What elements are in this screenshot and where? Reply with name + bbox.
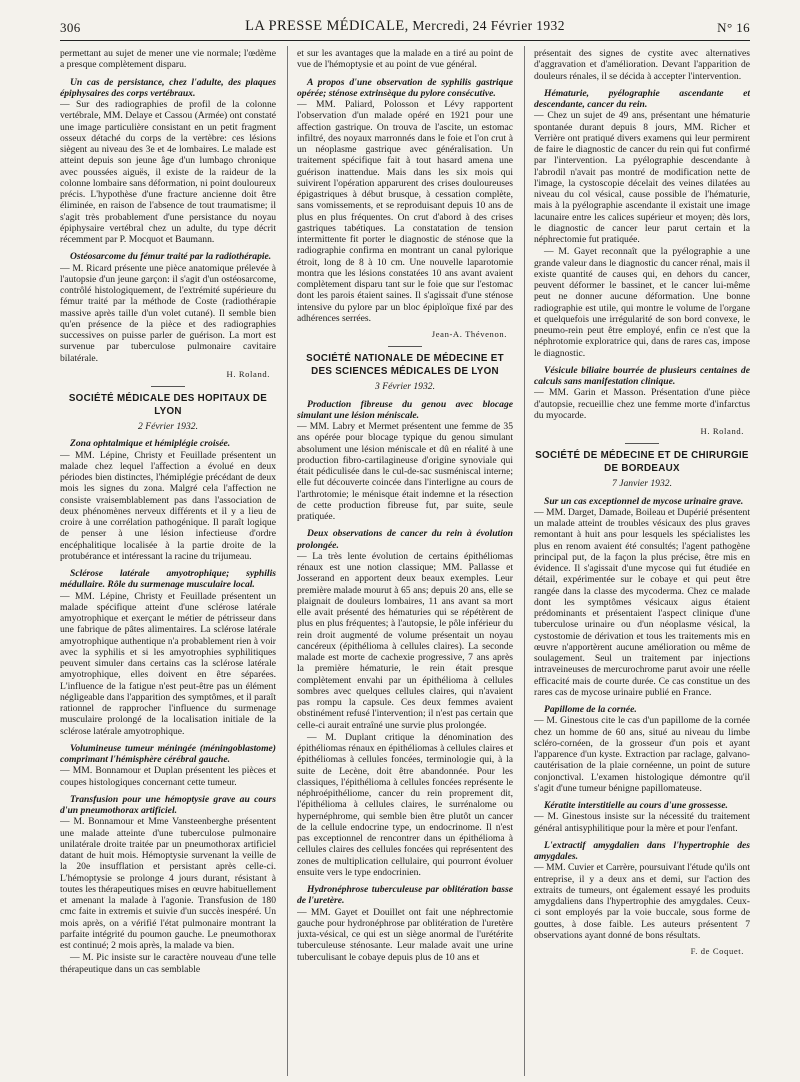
journal-name: LA PRESSE MÉDICALE, [245,18,409,34]
article-body: — M. Bonnamour et Mme Vansteenberghe présentent une malade atteinte d'une tuberculose pulmonaire unilatérale droite traitée par un pneumothorax artificiel datant de huit mois. Hémoptysie survenant la veille de la 20e insufflation et persistant après celle-ci. L'hémoptysie se prolonge 4 jours durant, résistant à toutes les thérapeutiques mises en œuvre habituellement et amenant la malade à l'agonie. Transfusion de 180 cmc faite in extremis et suivie d'un succès inespéré. Un mois après, on a vérifié l'état pulmonaire montrant la parfaite intégrité du poumon gauche. Le pneumothorax est continué; 2 mois après, la malade va bien. [60,816,276,951]
column-2 [297,48,513,1078]
article-body: — Chez un sujet de 49 ans, présentant une hématurie spontanée durant depuis 8 jours, MM. Richer et Verrière ont pratiqué divers examens qui leur permirent de faire le diagnostic de cancer du rein qui fut confirmé par l'intervention. La pyélographie descendante à l'abrodil n'avait pas montré de modification nette de l'image, la cystoscopie décelait des veines dilatées au niveau du col vésical, cause possible de l'hématurie, mais à la pyélographie ascendante il existait une image lacunaire entre les calices supérieur et moyen; dès lors, le diagnostic de cancer leur parut certain et la néphrectomie fut pratiquée. [534,110,750,245]
article-body: — MM. Cuvier et Carrère, poursuivant l'étude qu'ils ont entreprise, il y a deux ans et demi, sur l'action des extraits de tumeurs, ont également essayé les produits amygdaliens dans l'hypertrophie des amygdales. Ceux-ci sont employés par la voie buccale, sous forme de gouttes, à dose faible. Les auteurs présentent 7 observations ayant donné de bons résultats. [534,862,750,941]
paragraph: et sur les avantages que la malade en a tiré au point de vue de l'hémoptysie et au point de vue général. [297,48,513,71]
article-title: Sclérose latérale amyotrophique; syphilis médullaire. Rôle du surmenage musculaire local. [60,568,276,591]
article-title: Un cas de persistance, chez l'adulte, des plaques épiphysaires des corps vertébraux. [60,76,276,99]
page-number: 306 [60,20,81,35]
article-body: — MM. Darget, Damade, Boileau et Dupérié présentent un malade atteint de troubles vésicaux des plus graves remontant à huit ans pour lesquels les spécialistes les plus en renom avaient été consultés; l'agent pathogène principal put, de la façon la plus précise, être mis en évidence. Il s'agissait d'une mycose qui fut étudiée en détail, expérimentée sur le cobaye et qui peut être rangée dans la classe des mycoderma. Chez ce malade dont les symptômes vésicaux aigus étaient prédominants et présentaient l'aspect clinique d'une tuberculose urinaire ou d'un néoplasme vésical, la cystostomie de dérivation et tous les traitements mis en œuvre n'apportèrent aucune amélioration ou même de soulagement. Seul un traitement par injections intraveineuses de mercurochrome parut avoir une réelle efficacité mais de courte durée. Ce cas constitue un des rares cas de mycose urinaire publié en France. [534,506,750,698]
article-body: — M. Ginestous cite le cas d'un papillome de la cornée chez un homme de 60 ans, situé au niveau du limbe scléro-cornéen, de la grosseur d'un pois et ayant l'apparence d'un kyste. Extraction par raclage, galvano-cautérisation de la plaie cornéenne, un point de suture conjonctival. L'examen histologique démontre qu'il s'agit d'une tumeur bénigne papillomateuse. [534,715,750,794]
article-title: Deux observations de cancer du rein à évolution prolongée. [297,528,513,551]
issue-number: N° 16 [717,20,750,35]
article-body: — M. Gayet reconnaît que la pyélographie a une grande valeur dans le diagnostic du cancer rénal, mais il existe quantité de causes qui, en dehors du cancer, peuvent déformer le bassinet, et le cancer lui-même peut ne donner aucune déformation. Une bonne radiographie est utile, qui montre le volume de l'organe et quelquefois une irrégularité de son bord convexe, le pneumo-rein peut être employé, enfin ce n'est que la néphrotomie exploratrice qui, dans de rares cas, impose le diagnostic. [534,246,750,359]
society-date: 3 Février 1932. [375,381,435,393]
section-divider [151,386,185,387]
article-body: — Sur des radiographies de profil de la colonne vertébrale, MM. Delaye et Cassou (Armée) ont constaté une image particulière consistant en un petit fragment osseux détaché du corps de la vertèbre: ces lésions siègent au niveau des 3e et 4e lombaires. Le malade est atteint depuis son jeune âge d'un lumbago chronique avec poussées aiguës, il existe de la raideur de la colonne lombaire sans déformation, ni point douloureux précis. L'hypothèse d'une fracture ancienne doit être éliminée, en raison de l'absence de tout traumatisme; il s'agit très probablement d'une persistance du noyau épiphysaire vertébral chez un adulte, du type décrit récemment par P. Mocquot et Baumann. [60,99,276,245]
article-body: — MM. Labry et Mermet présentent une femme de 35 ans opérée pour blocage typique du genou simulant absolument une lésion méniscale et dû en réalité à une production fibro-cartilagineuse d'origine synoviale qui était pédiculisée dans le cul-de-sac susméniscal interne; elle fut découverte coincée dans l'interligne au cours de l'arthrotomie; le ménisque était indemne et la résection de cette production fibreuse fut, par suite, seule pratiquée. [297,421,513,522]
paragraph: présentait des signes de cystite avec alternatives d'aggravation et d'amélioration. Devant l'apparition de douleurs rénales, il se décida à accepter l'intervention. [534,48,750,82]
article-title: Kératite interstitielle au cours d'une grossesse. [544,800,728,811]
article-body: — MM. Lépine, Christy et Feuillade présentent un malade spécifique atteint d'une sclérose latérale amyotrophique et exerçant le métier de pétrisseur dans une fabrique de pâtes alimentaires. La sclérose latérale amyotrophique authentique n'a probablement rien à voir avec la syphilis et si les amyotrophies syphilitiques peuvent simuler dans certains cas la sclérose latérale amyotrophique, elles doivent en être séparées. L'influence de la fatigue n'est peut-être pas un élément négligeable dans l'apparition des symptômes, et il paraît rationnel de rapprocher l'influence du surmenage musculaire prolongé de la localisation initiale de la sclérose latérale amyotrophique. [60,590,276,737]
article-title: Ostéosarcome du fémur traité par la radiothérapie. [70,251,272,263]
article-title: Volumineuse tumeur méningée (méningoblastome) comprimant l'hémisphère cérébral gauche. [60,742,276,765]
article-body: — MM. Lépine, Christy et Feuillade présentent un malade chez lequel l'affection a évolué en deux périodes bien distinctes, l'hémiplégie précédant de deux mois les signes du zona. Malgré cela l'affection ne consiste vraisemblablement pas dans l'association de deux phénomènes nerveux différents et il y a lieu de croire à une corrélation pathogénique. Il paraît logique de penser à une lésion infectieuse d'ordre encéphalitique localisée à la partie droite de la protubérance et intéressant la racine du trijumeau. [60,449,276,562]
author-signature: H. Roland. [226,368,270,379]
article-title: Production fibreuse du genou avec blocage simulant une lésion méniscale. [297,398,513,421]
column-1 [60,48,276,1078]
article-body: — MM. Gayet et Douillet ont fait une néphrectomie gauche pour hydronéphrose par oblitération de l'uretère juxta-vésical, ce qui est un siège anormal de l'urétérite tuberculeuse sténosante. Leur malade avait une urine tuberculisant le cobaye depuis plus de 10 ans et [297,906,513,963]
column-rule [524,46,525,1076]
article-body: — M. Ricard présente une pièce anatomique prélevée à l'autopsie d'un jeune garçon: il s'agit d'un ostéosarcome, contrôlé histologiquement, de l'extrémité supérieure du fémur traité par la méthode de Coste (radiothérapie massive après taille d'un volet cutané). Il semble bien qu'en présence de la pièce et des radiographies successives on puisse parler de guérison. La mort est survenue par tuberculose pulmonaire cavitaire bilatérale. [60,262,276,364]
section-divider [625,443,659,444]
column-3 [534,48,750,1078]
article-body: — M. Pic insiste sur le caractère nouveau d'une telle thérapeutique dans un cas semblable [60,952,276,975]
paragraph: permettant au sujet de mener une vie normale; l'œdème a presque complètement disparu. [60,48,276,71]
running-header [60,18,750,38]
article-title: Papillome de la cornée. [544,704,637,715]
society-heading: SOCIÉTÉ DE MÉDECINE ET DE CHIRURGIE DE BORDEAUX [535,450,749,474]
column-rule [287,46,288,1076]
article-title: Transfusion pour une hémoptysie grave au cours d'un pneumothorax artificiel. [60,793,276,816]
article-body: — M. Ginestous insiste sur la nécessité du traitement général antisyphilitique pour la mère et pour l'enfant. [534,811,750,834]
society-date: 2 Février 1932. [138,421,198,432]
article-title: Hydronéphrose tuberculeuse par oblitération basse de l'uretère. [297,884,513,907]
article-body: — M. Duplant critique la dénomination des épithéliomas rénaux en épithéliomas à cellules claires et épithéliomas à cellules foncées, terminologie qui, à la suite de Lecène, doit être abandonnée. Pour les classiques, l'épithélioma à cellules foncées représente le néphroépithéliome, cancer du rein proprement dit, l'épithélioma à cellules claires, le surrénalome ou hypernéphrome, qui semble bien être plutôt un cancer de la cellule endocrine type, un endocrinome. Il n'est pas exceptionnel de rencontrer dans un épithélioma à cellules claires des cellules foncées qui représentent des zones de multiplication cellulaire, qui pourront évoluer ensuite vers le type endocrinien. [297,731,513,878]
article-title: A propos d'une observation de syphilis gastrique opérée; sténose extrinsèque du pylore consécutive. [297,76,513,99]
journal-title [60,18,750,35]
article-title: Zona ophtalmique et hémiplégie croisée. [70,438,231,450]
author-signature: H. Roland. [700,426,744,436]
article-body: — MM. Garin et Masson. Présentation d'une pièce d'autopsie, recueillie chez une femme morte d'infarctus du myocarde. [534,387,750,421]
article-body: — MM. Bonnamour et Duplan présentent les pièces et coupes histologiques concernant cette tumeur. [60,765,276,788]
society-heading: SOCIÉTÉ NATIONALE DE MÉDECINE ET DES SCIENCES MÉDICALES DE LYON [306,353,504,377]
article-body: — MM. Paliard, Polosson et Lévy rapportent l'observation d'un malade opéré en 1921 pour une affection gastrique. On trouva de l'ascite, un estomac infiltré, des noyaux marronnés dans le foie et l'on crut à un néoplasme gastrique avec généralisation. Un traitement spécifique fait à tout hasard amena une guérison inattendue. Mais dans les six mois qui suivirent l'opération apparurent des crises douloureuses épigastriques à début brusque, à cessation complète, sans vomissements, et se reproduisant depuis 10 ans de plus en plus fréquentes. On crut d'abord à des crises gastriques tabétiques. La constatation de tension intermittente fit porter le diagnostic de sténose que la radiographie confirma en montrant un canal pylorique étroit, long de 8 à 10 cm. Une nouvelle laparotomie montra que les lésions constatées 10 ans avant avaient complètement disparu tant sur le foie que sur l'estomac dont les parois étaient saines. Il s'agissait d'une sténose intensive du pylore par un bloc épiploïque fixé par des adhérences serrées. [297,99,513,324]
author-signature: F. de Coquet. [690,946,744,956]
issue-date: Mercredi, 24 Février 1932 [408,18,565,33]
section-divider [388,346,422,347]
article-title: L'extractif amygdalien dans l'hypertrophie des amygdales. [534,839,750,862]
article-title: Sur un cas exceptionnel de mycose urinaire grave. [544,495,744,507]
article-body: — La très lente évolution de certains épithéliomas rénaux est une notion classique; MM. Pallasse et Josserand en apportent deux beaux exemples. Leur première malade mourut à 65 ans; depuis 20 ans, elle se plaignait de douleurs lombaires, 11 ans avant sa mort elle avait présenté des hématuries qui se répétèrent de plus en plus fréquentes; à l'autopsie, le pôle inférieur du rein droit augmenté de volume présentait un noyau cancéreux (épithélioma à cellules claires). La seconde malade est morte de cachexie progressive, 7 ans après la première hématurie, le rein était presque complètement envahi par un épithélioma à cellules sombres avec quelques cellules claires, qui n'avaient pas rompu la capsule. Ces deux femmes avaient obstinément refusé l'intervention; il n'est pas certain que celle-ci aurait entraîné une survie plus prolongée. [297,550,513,731]
header-rule [60,40,750,41]
author-signature: Jean-A. Thévenon. [431,329,507,339]
article-title: Vésicule biliaire bourrée de plusieurs centaines de calculs sans manifestation clinique. [534,364,750,387]
society-date: 7 Janvier 1932. [612,478,672,490]
article-title: Hématurie, pyélographie ascendante et descendante, cancer du rein. [534,87,750,110]
society-heading: SOCIÉTÉ MÉDICALE DES HOPITAUX DE LYON [68,393,268,417]
